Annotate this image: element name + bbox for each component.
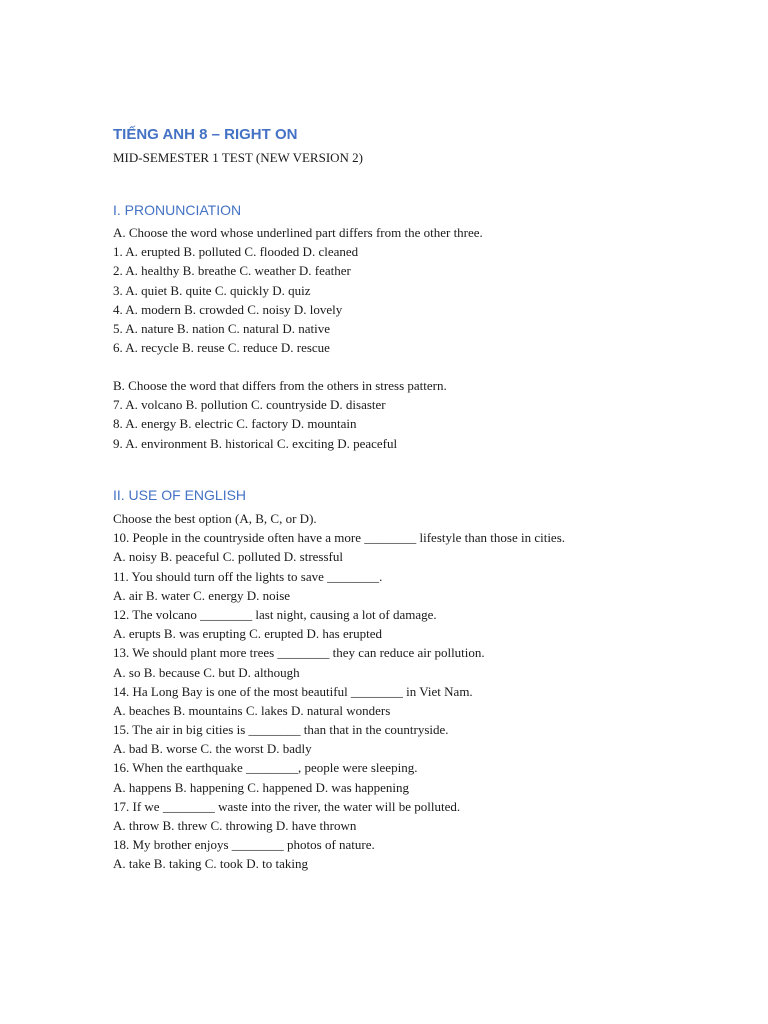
question-line: 14. Ha Long Bay is one of the most beautiful ________ in Viet Nam. xyxy=(113,683,473,699)
question-line: 4. A. modern B. crowded C. noisy D. lovely xyxy=(113,301,343,317)
section-heading-use-of-english: II. USE OF ENGLISH xyxy=(113,487,247,503)
question-line: 15. The air in big cities is ________ than that in the countryside. xyxy=(113,722,449,738)
options-line: A. erupts B. was erupting C. erupted D. has erupted xyxy=(113,626,382,642)
instruction-line: Choose the best option (A, B, C, or D). xyxy=(113,511,317,526)
use-of-english-questions xyxy=(113,509,733,874)
question-line: 6. A. recycle B. reuse C. reduce D. rescue xyxy=(113,340,330,356)
question-line: 3. A. quiet B. quite C. quickly D. quiz xyxy=(113,282,311,298)
question-line: 1. A. erupted B. polluted C. flooded D. cleaned xyxy=(113,244,359,260)
document-title: TIẾNG ANH 8 – RIGHT ON xyxy=(113,126,298,143)
instruction-line: A. Choose the word whose underlined part differs from the other three. xyxy=(113,225,483,240)
options-line: A. air B. water C. energy D. noise xyxy=(113,587,291,603)
question-line: 5. A. nature B. nation C. natural D. native xyxy=(113,320,330,336)
question-line: 17. If we ________ waste into the river, the water will be polluted. xyxy=(113,798,461,814)
question-line: 11. You should turn off the lights to save ________. xyxy=(113,568,383,584)
options-line: A. take B. taking C. took D. to taking xyxy=(113,856,308,872)
question-line: 9. A. environment B. historical C. exciting D. peaceful xyxy=(113,435,398,451)
question-line: 16. When the earthquake ________, people were sleeping. xyxy=(113,760,418,776)
options-line: A. so B. because C. but D. although xyxy=(113,664,300,680)
options-line: A. bad B. worse C. the worst D. badly xyxy=(113,741,312,757)
instruction-line: B. Choose the word that differs from the others in stress pattern. xyxy=(113,378,447,393)
document-subtitle: MID-SEMESTER 1 TEST (NEW VERSION 2) xyxy=(113,150,364,165)
pronunciation-part-a xyxy=(113,223,733,357)
section-heading-pronunciation: I. PRONUNCIATION xyxy=(113,202,242,218)
question-line: 18. My brother enjoys ________ photos of nature. xyxy=(113,837,375,853)
question-line: 10. People in the countryside often have a more ________ lifestyle than those in cities. xyxy=(113,530,566,546)
question-line: 8. A. energy B. electric C. factory D. mountain xyxy=(113,416,357,432)
question-line: 7. A. volcano B. pollution C. countryside D. disaster xyxy=(113,397,386,413)
options-line: A. happens B. happening C. happened D. was happening xyxy=(113,779,410,795)
options-line: A. throw B. threw C. throwing D. have thrown xyxy=(113,818,357,833)
options-line: A. noisy B. peaceful C. polluted D. stressful xyxy=(113,549,343,565)
question-line: 2. A. healthy B. breathe C. weather D. feather xyxy=(113,263,351,279)
question-line: 12. The volcano ________ last night, causing a lot of damage. xyxy=(113,606,437,622)
question-line: 13. We should plant more trees ________ they can reduce air pollution. xyxy=(113,645,485,661)
options-line: A. beaches B. mountains C. lakes D. natural wonders xyxy=(113,702,391,718)
pronunciation-part-b xyxy=(113,376,733,453)
